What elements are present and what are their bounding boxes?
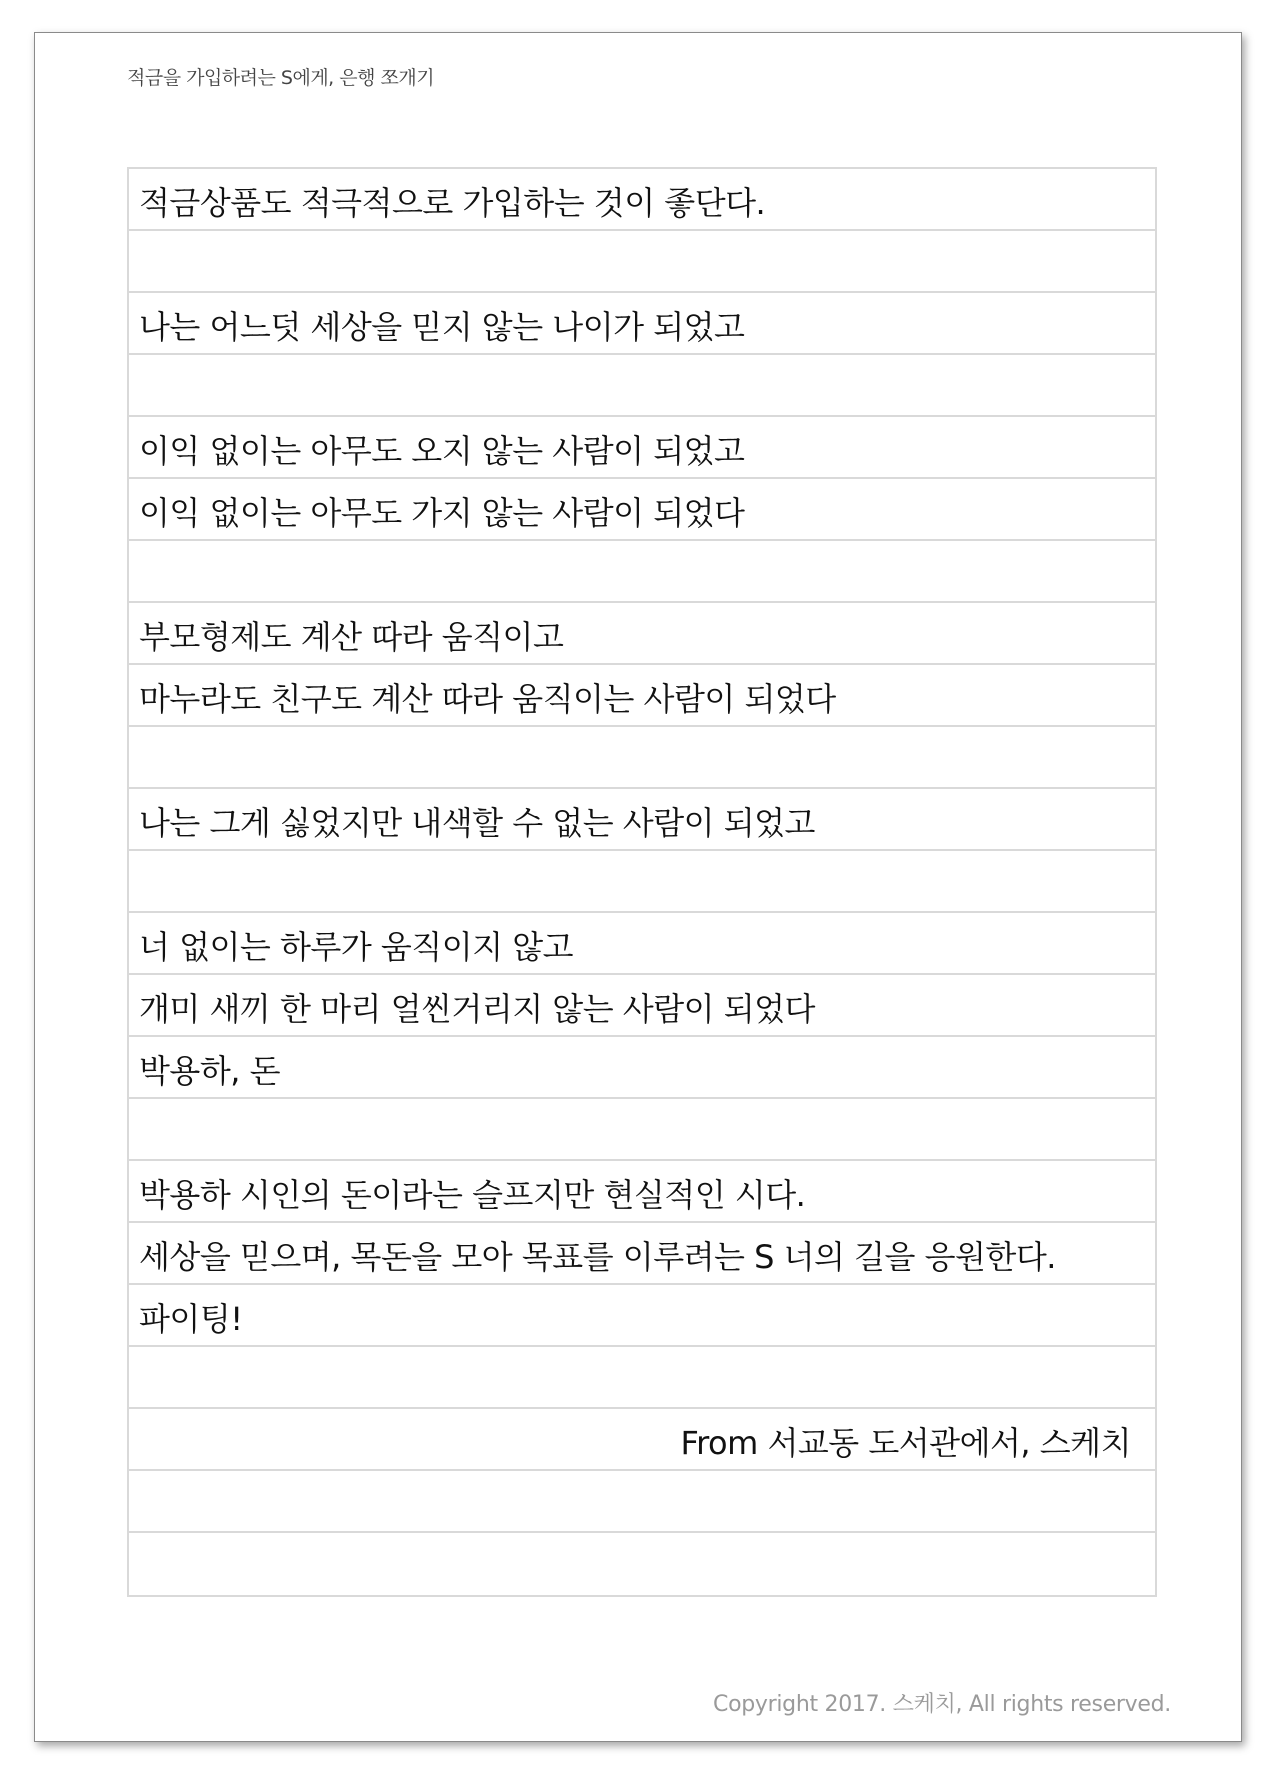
letter-line-text: 적금상품도 적극적으로 가입하는 것이 좋단다. [139,183,766,222]
letter-line-text: 파이팅! [139,1299,243,1338]
text-line-row [129,1471,1155,1533]
letter-line-text: 박용하 시인의 돈이라는 슬프지만 현실적인 시다. [139,1175,806,1214]
text-line-row [129,1533,1155,1595]
text-line-row [129,1409,1155,1471]
text-line-row [129,665,1155,727]
letter-line-text: 박용하, 돈 [139,1051,280,1090]
text-line-row [129,727,1155,789]
lined-writing-area [127,167,1157,1597]
text-line-row [129,1223,1155,1285]
letter-line-text: 개미 새끼 한 마리 얼씬거리지 않는 사람이 되었다 [139,989,815,1028]
copyright-notice: Copyright 2017. 스케치, All rights reserved. [713,1692,1171,1717]
text-line-row [129,1285,1155,1347]
text-line-row [129,975,1155,1037]
text-line-row [129,1099,1155,1161]
letter-line-text: 너 없이는 하루가 움직이지 않고 [139,927,574,966]
letter-line-text: 마누라도 친구도 계산 따라 움직이는 사람이 되었다 [139,679,836,718]
document-page [34,32,1242,1742]
text-line-row [129,1161,1155,1223]
letter-line-text: 이익 없이는 아무도 오지 않는 사람이 되었고 [139,431,745,470]
letter-line-text: 세상을 믿으며, 목돈을 모아 목표를 이루려는 S 너의 길을 응원한다. [139,1237,1056,1276]
text-line-row [129,789,1155,851]
text-line-row [129,851,1155,913]
letter-line-text: 이익 없이는 아무도 가지 않는 사람이 되었다 [139,493,745,532]
text-line-row [129,1347,1155,1409]
text-line-row [129,169,1155,231]
letter-line-text: 나는 어느덧 세상을 믿지 않는 나이가 되었고 [139,307,745,346]
text-line-row [129,603,1155,665]
text-line-row [129,293,1155,355]
text-line-row [129,231,1155,293]
signature-line: From 서교동 도서관에서, 스케치 [680,1423,1131,1462]
letter-line-text: 나는 그게 싫었지만 내색할 수 없는 사람이 되었고 [139,803,815,842]
text-line-row [129,479,1155,541]
document-title: 적금을 가입하려는 S에게, 은행 쪼개기 [127,67,435,89]
text-line-row [129,913,1155,975]
text-line-row [129,541,1155,603]
text-line-row [129,1037,1155,1099]
text-line-row [129,355,1155,417]
letter-line-text: 부모형제도 계산 따라 움직이고 [139,617,564,656]
text-line-row [129,417,1155,479]
